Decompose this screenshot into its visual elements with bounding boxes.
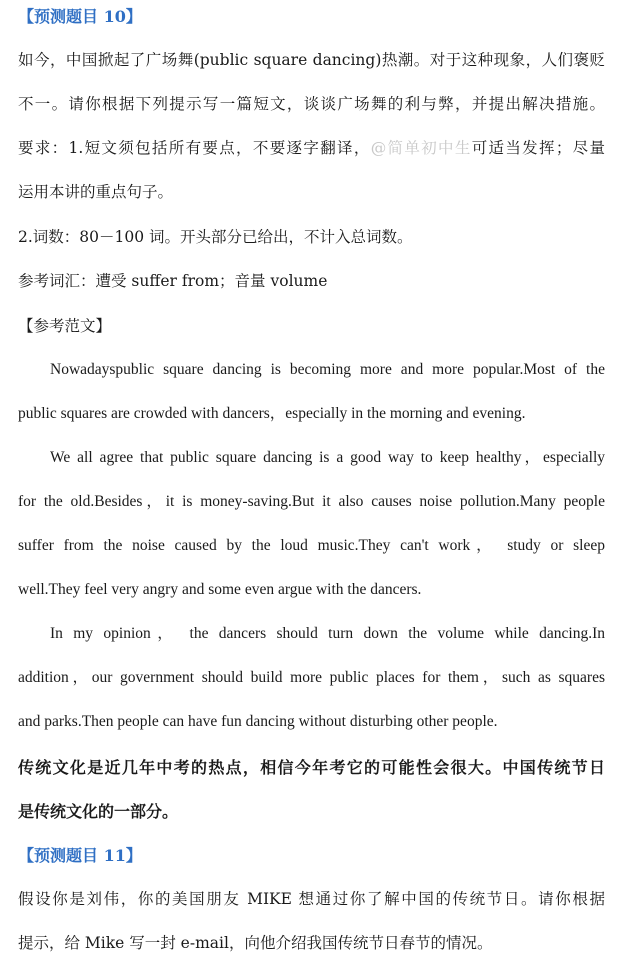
essay-line: addition，our government should build more public places for them，such as squares xyxy=(18,669,605,686)
requirement-line xyxy=(18,137,605,159)
requirement-text: 可适当发挥；尽量 xyxy=(471,139,605,157)
essay-line: We all agree that public square dancing is a good way to keep healthy，especially xyxy=(50,449,605,466)
prompt-line: 不一。请你根据下列提示写一篇短文，谈谈广场舞的利与弊，并提出解决措施。 xyxy=(18,95,605,113)
requirement-line: 运用本讲的重点句子。 xyxy=(18,183,174,201)
essay-line: suffer from the noise caused by the loud music.They can't work， study or sleep xyxy=(18,537,605,554)
sample-essay-heading: 【参考范文】 xyxy=(18,317,112,335)
essay-line: In my opinion， the dancers should turn down the volume while dancing.In xyxy=(50,625,605,642)
prompt-line: 提示，给 Mike 写一封 e-mail，向他介绍我国传统节日春节的情况。 xyxy=(18,934,493,952)
essay-line: Nowadayspublic square dancing is becoming more and more popular.Most of the xyxy=(50,361,605,378)
essay-line: for the old.Besides，it is money-saving.But it also causes noise pollution.Many people xyxy=(18,493,605,510)
requirement-text: 要求：1.短文须包括所有要点，不要逐字翻译， xyxy=(18,139,371,157)
essay-line: and parks.Then people can have fun dancing without disturbing other people. xyxy=(18,713,498,730)
note-line: 传统文化是近几年中考的热点，相信今年考它的可能性会很大。中国传统节日 xyxy=(18,758,605,777)
prompt-line: 假设你是刘伟，你的美国朋友 MIKE 想通过你了解中国的传统节日。请你根据 xyxy=(18,890,605,908)
word-count-line: 2.词数：80－100 词。开头部分已给出，不计入总词数。 xyxy=(18,228,413,246)
essay-line: public squares are crowded with dancers，especially in the morning and evening. xyxy=(18,405,526,422)
prompt-line: 如今，中国掀起了广场舞(public square dancing)热潮。对于这种现象，人们褒贬 xyxy=(18,51,605,69)
essay-line: well.They feel very angry and some even argue with the dancers. xyxy=(18,581,422,598)
note-line: 是传统文化的一部分。 xyxy=(18,802,179,821)
watermark: @简单初中生 xyxy=(370,139,472,157)
vocabulary-line: 参考词汇：遭受 suffer from；音量 volume xyxy=(18,272,328,290)
question-10-heading: 【预测题目 10】 xyxy=(18,7,142,26)
question-11-heading: 【预测题目 11】 xyxy=(18,846,142,865)
